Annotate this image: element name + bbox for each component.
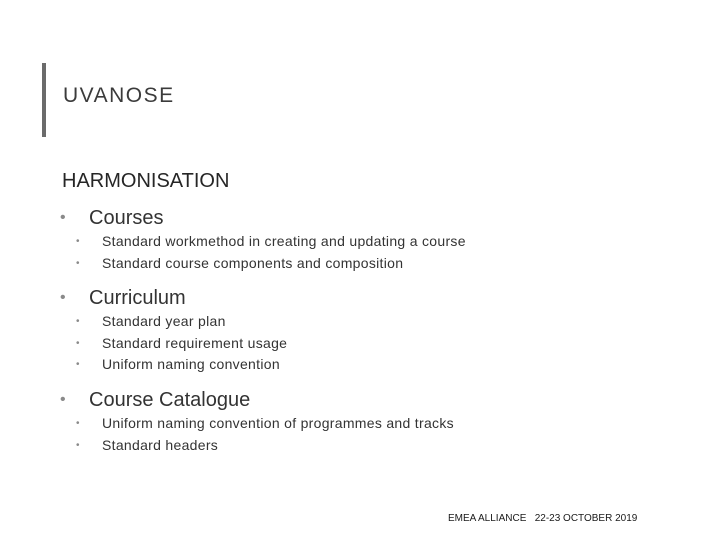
sub-bullet-item bbox=[0, 435, 720, 457]
title-accent-bar bbox=[42, 63, 46, 137]
sub-bullet-dot-icon: • bbox=[76, 257, 80, 269]
bullet-item-courses bbox=[0, 205, 720, 231]
bullet-section-curriculum bbox=[0, 285, 720, 376]
sub-bullet-text: Standard year plan bbox=[102, 313, 226, 329]
bullet-item-curriculum bbox=[0, 285, 720, 311]
sub-bullet-text: Uniform naming convention of programmes and tracks bbox=[102, 415, 454, 431]
bullet-dot-icon: • bbox=[60, 209, 66, 226]
sub-bullet-dot-icon: • bbox=[76, 439, 80, 451]
bullet-label: Curriculum bbox=[89, 287, 186, 309]
section-heading: HARMONISATION bbox=[62, 170, 230, 192]
bullet-dot-icon: • bbox=[60, 391, 66, 408]
sub-bullet-item bbox=[0, 333, 720, 355]
slide-footer: EMEA ALLIANCE 22-23 OCTOBER 2019 bbox=[448, 513, 638, 524]
sub-bullet-item bbox=[0, 311, 720, 333]
bullet-label: Courses bbox=[89, 207, 164, 229]
sub-bullet-text: Standard headers bbox=[102, 436, 219, 453]
sub-bullet-dot-icon: • bbox=[76, 359, 80, 370]
sub-bullet-item bbox=[0, 413, 720, 435]
bullet-section-course-catalogue bbox=[0, 387, 720, 456]
sub-bullet-item bbox=[0, 354, 720, 376]
bullet-dot-icon: • bbox=[60, 289, 66, 306]
sub-bullet-text: Standard workmethod in creating and updating a course bbox=[102, 233, 466, 249]
sub-bullet-dot-icon: • bbox=[76, 337, 80, 349]
sub-bullet-text: Uniform naming convention bbox=[102, 356, 280, 372]
bullet-section-courses bbox=[0, 205, 720, 274]
sub-bullet-item bbox=[0, 231, 720, 253]
sub-bullet-dot-icon: • bbox=[76, 418, 80, 429]
sub-bullet-item bbox=[0, 253, 720, 275]
bullet-item-course-catalogue bbox=[0, 387, 720, 413]
sub-bullet-text: Standard course components and composition bbox=[102, 254, 404, 271]
slide-title: UVANOSE bbox=[63, 84, 175, 107]
bullet-label: Course Catalogue bbox=[89, 389, 251, 411]
sub-bullet-text: Standard requirement usage bbox=[102, 334, 288, 351]
sub-bullet-dot-icon: • bbox=[76, 316, 80, 327]
sub-bullet-dot-icon: • bbox=[76, 236, 80, 247]
